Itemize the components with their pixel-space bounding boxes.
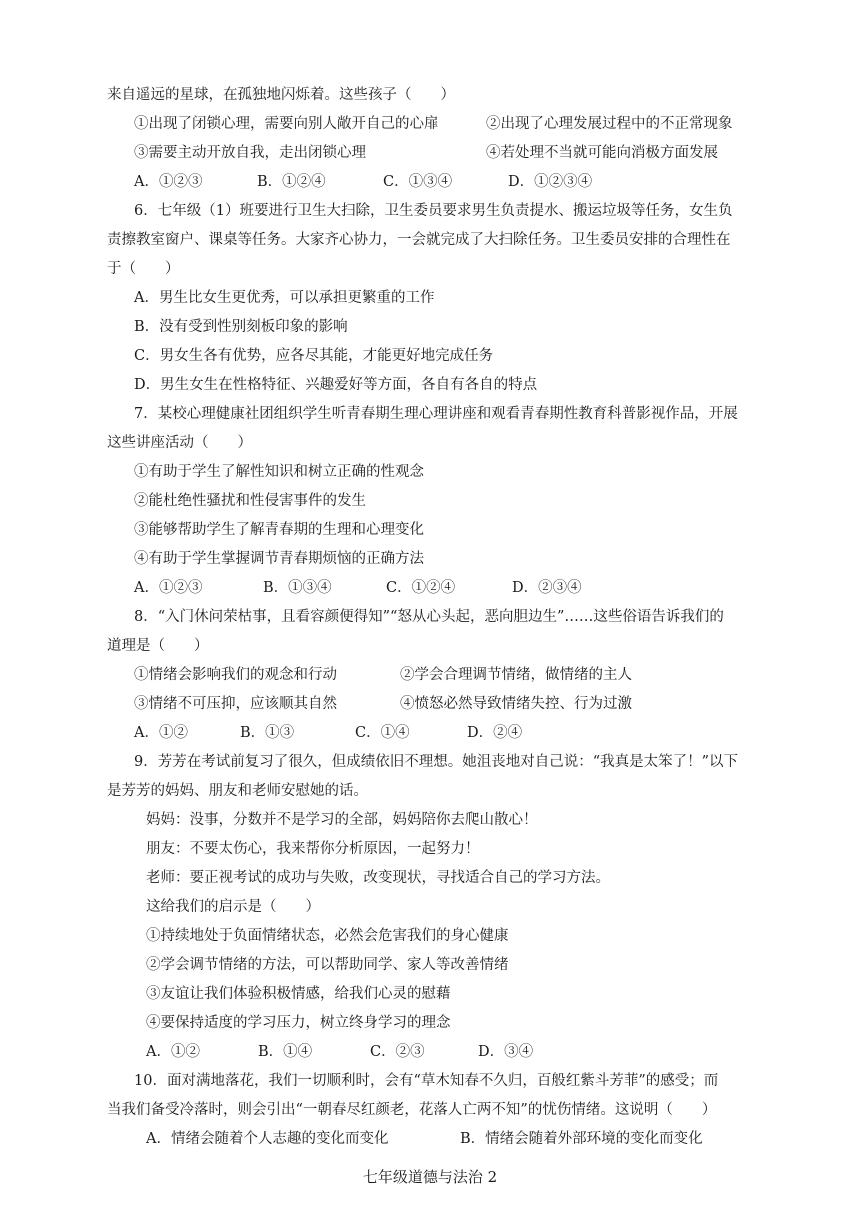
q9-option-b: B．①④ (258, 1044, 313, 1060)
q9-option-a: A．①② (146, 1044, 200, 1060)
q8-stem-2: 道理是（ ） (107, 638, 209, 654)
page-footer: 七年级道德与法治 2 (362, 1168, 498, 1186)
q8-option-a: A．①② (134, 725, 188, 741)
q6-stem-1: 6．七年级（1）班要进行卫生大扫除，卫生委员要求男生负责提水、搬运垃圾等任务，女生负 (134, 203, 733, 219)
q6-option-b: B．没有受到性别刻板印象的影响 (134, 319, 348, 335)
q9-friend: 朋友：不要太伤心，我来帮你分析原因，一起努力！ (146, 841, 480, 857)
q9-statement-2: ②学会调节情绪的方法，可以帮助同学、家人等改善情绪 (146, 957, 509, 973)
q8-statement-4: ④愤怒必然导致情绪失控、行为过激 (400, 696, 632, 712)
q8-statement-3: ③情绪不可压抑，应该顺其自然 (134, 696, 337, 712)
q7-option-a: A．①②③ (134, 580, 203, 596)
q9-statement-1: ①持续地处于负面情绪状态，必然会危害我们的身心健康 (146, 928, 509, 944)
q9-statement-4: ④要保持适度的学习压力，树立终身学习的理念 (146, 1015, 451, 1031)
q7-statement-2: ②能杜绝性骚扰和性侵害事件的发生 (134, 493, 366, 509)
q9-stem-1: 9．芳芳在考试前复习了很久，但成绩依旧不理想。她沮丧地对自己说：“我真是太笨了！”以下 (134, 754, 739, 770)
q8-option-b: B．①③ (240, 725, 295, 741)
q9-prompt: 这给我们的启示是（ ） (146, 899, 320, 915)
q6-stem-3: 于（ ） (107, 261, 180, 277)
q7-option-c: C．①②④ (386, 580, 456, 596)
q10-option-a: A．情绪会随着个人志趣的变化而变化 (146, 1131, 389, 1147)
q9-option-c: C．②③ (370, 1044, 425, 1060)
q5-option-a: A．①②③ (134, 174, 203, 190)
q8-option-d: D．②④ (467, 725, 523, 741)
q10-stem-2: 当我们备受冷落时，则会引出“一朝春尽红颜老，花落人亡两不知”的忧伤情绪。这说明（ ） (107, 1102, 717, 1118)
q8-statement-2: ②学会合理调节情绪，做情绪的主人 (400, 667, 632, 683)
q7-stem-2: 这些讲座活动（ ） (107, 435, 252, 451)
q10-stem-1: 10．面对满地落花，我们一切顺利时，会有“草木知春不久归，百般红紫斗芳菲”的感受；而 (134, 1073, 719, 1089)
q5-option-d: D．①②③④ (508, 174, 593, 190)
q6-option-d: D．男生女生在性格特征、兴趣爱好等方面，各自有各自的特点 (134, 377, 538, 393)
q9-statement-3: ③友谊让我们体验积极情感，给我们心灵的慰藉 (146, 986, 451, 1002)
q10-option-b: B．情绪会随着外部环境的变化而变化 (460, 1131, 703, 1147)
q5-statement-3: ③需要主动开放自我，走出闭锁心理 (134, 145, 366, 161)
q7-statement-1: ①有助于学生了解性知识和树立正确的性观念 (134, 464, 424, 480)
q5-option-c: C．①③④ (383, 174, 453, 190)
q6-stem-2: 责擦教室窗户、课桌等任务。大家齐心协力，一会就完成了大扫除任务。卫生委员安排的合理性在 (107, 232, 731, 248)
q9-stem-2: 是芳芳的妈妈、朋友和老师安慰她的话。 (107, 783, 368, 799)
q5-statement-4: ④若处理不当就可能向消极方面发展 (486, 145, 718, 161)
q7-stem-1: 7．某校心理健康社团组织学生听青春期生理心理讲座和观看青春期性教育科普影视作品，开展 (134, 406, 738, 422)
q8-option-c: C．①④ (355, 725, 410, 741)
q7-statement-3: ③能够帮助学生了解青春期的生理和心理变化 (134, 522, 424, 538)
q8-stem-1: 8．“入门休问荣枯事，且看容颜便得知”“怒从心头起，恶向胆边生”……这些俗语告诉我们的 (134, 609, 724, 625)
q7-statement-4: ④有助于学生掌握调节青春期烦恼的正确方法 (134, 551, 424, 567)
q9-teacher: 老师：要正视考试的成功与失败，改变现状，寻找适合自己的学习方法。 (146, 870, 610, 886)
q6-option-a: A．男生比女生更优秀，可以承担更繁重的工作 (134, 290, 435, 306)
q5-statement-1: ①出现了闭锁心理，需要向别人敞开自己的心扉 (134, 116, 439, 132)
q5-statement-2: ②出现了心理发展过程中的不正常现象 (486, 116, 733, 132)
q5-option-b: B．①②④ (257, 174, 326, 190)
q7-option-d: D．②③④ (512, 580, 582, 596)
q5-stem-end: 来自遥远的星球，在孤独地闪烁着。这些孩子（ ） (107, 87, 455, 103)
q8-statement-1: ①情绪会影响我们的观念和行动 (134, 667, 337, 683)
q7-option-b: B．①③④ (263, 580, 332, 596)
q9-mom: 妈妈：没事，分数并不是学习的全部，妈妈陪你去爬山散心！ (146, 812, 538, 828)
q6-option-c: C．男女生各有优势，应各尽其能，才能更好地完成任务 (134, 348, 494, 364)
q9-option-d: D．③④ (478, 1044, 534, 1060)
